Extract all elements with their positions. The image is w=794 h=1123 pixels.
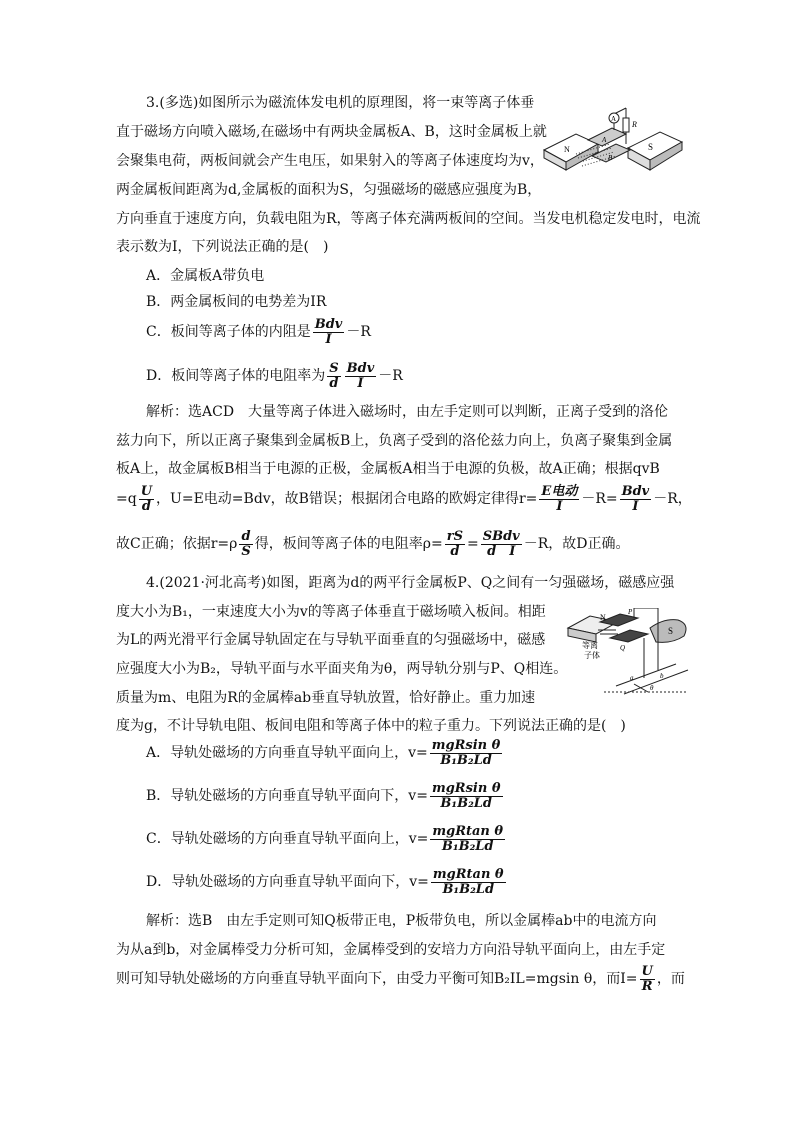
q3-fig-b-label: B xyxy=(608,154,613,162)
fraction-u-over-d xyxy=(139,485,154,514)
fraction-numerator: rS xyxy=(446,528,463,544)
analysis-text: 则可知导轨处磁场的方向垂直导轨平面向下，由受力平衡可知B₂IL=mgsin θ，而I= xyxy=(116,971,638,987)
q4-fig-s-label: S xyxy=(668,626,674,636)
fraction-denominator: B₁B₂Ld xyxy=(440,795,493,811)
fraction-numerator: mgRtan θ xyxy=(432,823,504,839)
q3-option-d-suffix: －R xyxy=(378,368,403,384)
analysis-text: =q xyxy=(116,491,137,507)
fraction-numerator: mgRsin θ xyxy=(431,737,501,753)
fraction-denominator: I xyxy=(325,331,332,347)
fraction-numerator: U xyxy=(641,963,653,979)
fraction-numerator: U xyxy=(140,483,153,499)
q3-option-a: A．金属板A带负电 xyxy=(146,268,265,284)
q3-option-d xyxy=(146,360,403,392)
fraction-denominator: d I xyxy=(487,543,516,559)
fraction-denominator: I xyxy=(357,375,364,391)
analysis-text: －R， xyxy=(653,491,692,507)
option-text: D．导轨处磁场的方向垂直导轨平面向下，v= xyxy=(146,874,429,890)
q4-fig-n-label: N xyxy=(600,613,606,622)
fraction-numerator: d xyxy=(239,530,252,545)
fraction-denominator: R xyxy=(641,978,653,994)
q3-analysis-line-3: 板A上，故金属板B相当于电源的正极，金属板A相当于电源的负极，故A正确；根据qvB xyxy=(116,461,660,477)
q3-line-5: 方向垂直于速度方向，负载电阻为R，等离子体充满两板间的空间。当发电机稳定发电时，电流 xyxy=(116,211,701,227)
fraction-numerator: mgRtan θ xyxy=(432,866,504,882)
q4-fig-plasma-label-1: 等离 xyxy=(582,641,598,650)
q4-option-d xyxy=(146,865,508,899)
fraction-numerator: Bdv xyxy=(314,316,343,332)
q3-generator-figure xyxy=(536,104,686,184)
option-fraction xyxy=(431,868,506,897)
q4-rail-figure xyxy=(564,608,694,700)
fraction-denominator: d xyxy=(329,375,339,391)
q3-option-c-fraction xyxy=(313,318,345,347)
q3-option-b: B．两金属板间的电势差为IR xyxy=(146,294,327,310)
q4-line-5: 质量为m、电阻为R的金属棒ab垂直导轨放置，恰好静止。重力加速 xyxy=(116,690,536,706)
option-fraction xyxy=(430,739,503,768)
q3-fig-a-label: A xyxy=(602,136,607,144)
q4-line-6: 度为g，不计导轨电阻、板间电阻和等离子体中的粒子重力。下列说法正确的是( ) xyxy=(116,718,626,734)
q3-analysis-line-5 xyxy=(116,527,630,561)
q4-line-4: 应强度大小为B₂，导轨平面与水平面夹角为θ，两导轨分别与P、Q相连。 xyxy=(116,661,568,677)
q4-fig-theta-label: θ xyxy=(650,684,654,692)
q3-line-3: 会聚集电荷，两板间就会产生电压，如果射入的等离子体速度均为v， xyxy=(116,153,544,169)
q3-line-2: 直于磁场方向喷入磁场,在磁场中有两块金属板A、B，这时金属板上就 xyxy=(116,124,547,140)
q3-option-c-suffix: －R xyxy=(346,324,371,340)
q4-analysis-line-2: 为从a到b，对金属棒受力分析可知，金属棒受到的安培力方向沿导轨平面向上，由左手定 xyxy=(116,942,666,958)
q4-fig-p-label: P xyxy=(628,608,633,616)
q4-option-b xyxy=(146,779,505,813)
q4-analysis-line-3 xyxy=(116,962,685,996)
analysis-text: ，而 xyxy=(656,971,685,987)
fraction-denominator: S xyxy=(241,543,251,559)
q3-analysis-line-2: 兹力向下，所以正离子聚集到金属板B上，负离子受到的洛伦兹力向上，负离子聚集到金属 xyxy=(116,433,673,449)
fraction-emf-over-i xyxy=(539,485,579,514)
fraction-d-over-s xyxy=(239,530,252,559)
fraction-numerator: S xyxy=(329,360,339,376)
q4-fig-plasma-label-2: 子体 xyxy=(584,651,600,660)
fraction-denominator: B₁B₂Ld xyxy=(442,881,495,897)
q3-option-d-text: D．板间等离子体的电阻率为 xyxy=(146,368,326,384)
fraction-bdv-over-i xyxy=(620,485,652,514)
q3-analysis-line-4 xyxy=(116,482,692,516)
fraction-numerator: mgRsin θ xyxy=(431,780,501,796)
analysis-text: = xyxy=(466,536,479,552)
q3-option-d-fraction-2 xyxy=(345,362,377,391)
fraction-u-over-r xyxy=(640,965,655,994)
q4-option-a xyxy=(146,736,504,770)
fraction-numerator: Bdv xyxy=(346,360,375,376)
q3-fig-n-label: N xyxy=(564,145,570,154)
fraction-sbdv-over-di xyxy=(481,530,522,559)
q4-fig-q-label: Q xyxy=(620,644,626,652)
q4-analysis-line-1: 解析：选B 由左手定则可知Q板带正电，P板带负电，所以金属棒ab中的电流方向 xyxy=(146,913,657,929)
q4-line-3: 为L的两光滑平行金属导轨固定在与导轨平面垂直的匀强磁场中，磁感 xyxy=(116,632,546,648)
q3-line-1: 3.(多选)如图所示为磁流体发电机的原理图，将一束等离子体垂 xyxy=(146,95,535,111)
q4-fig-b-label: b xyxy=(660,672,664,680)
fraction-denominator: B₁B₂Ld xyxy=(441,838,494,854)
option-fraction xyxy=(430,825,505,854)
fraction-numerator: Bdv xyxy=(621,483,650,499)
q3-option-d-fraction-1 xyxy=(327,362,340,391)
fraction-numerator: SBdv xyxy=(482,528,520,544)
analysis-text: 得，板间等离子体的电阻率ρ= xyxy=(254,536,443,552)
q4-option-c xyxy=(146,822,507,856)
option-text: A．导轨处磁场的方向垂直导轨平面向上，v= xyxy=(146,745,428,761)
fraction-denominator: B₁B₂Ld xyxy=(440,752,492,768)
q3-line-4: 两金属板间距离为d,金属板的面积为S，匀强磁场的磁感应强度为B， xyxy=(116,182,542,198)
q3-line-6: 表示数为I，下列说法正确的是( ) xyxy=(116,239,329,255)
fraction-denominator: I xyxy=(632,498,639,514)
fraction-denominator: d xyxy=(141,498,151,514)
option-text: C．导轨处磁场的方向垂直导轨平面向上，v= xyxy=(146,831,429,847)
fraction-denominator: I xyxy=(556,498,563,514)
q3-analysis-line-1: 解析：选ACD 大量等离子体进入磁场时，由左手定则可以判断，正离子受到的洛伦 xyxy=(146,404,669,420)
analysis-text: 故C正确；依据r=ρ xyxy=(116,536,238,552)
q4-line-1: 4.(2021·河北高考)如图，距离为d的两平行金属板P、Q之间有一匀强磁场，磁感应强 xyxy=(146,575,675,591)
fraction-denominator: d xyxy=(450,543,460,559)
option-text: B．导轨处磁场的方向垂直导轨平面向下，v= xyxy=(146,788,428,804)
q4-fig-a-label: a xyxy=(630,674,634,682)
analysis-text: －R= xyxy=(581,491,618,507)
q3-fig-s-label: S xyxy=(648,142,654,152)
analysis-text: ，U=E电动=Bdv，故B错误；根据闭合电路的欧姆定律得r= xyxy=(156,491,538,507)
q3-fig-r-label: R xyxy=(632,120,637,129)
q3-option-c xyxy=(146,316,371,348)
fraction-rs-over-d xyxy=(445,530,465,559)
q3-fig-meter-label: A xyxy=(611,115,617,123)
q3-option-c-text: C．板间等离子体的内阻是 xyxy=(146,324,311,340)
q4-line-2: 度大小为B₁，一束速度大小为v的等离子体垂直于磁场喷入板间。相距 xyxy=(116,604,546,620)
fraction-numerator: E电动 xyxy=(541,483,578,499)
option-fraction xyxy=(430,782,503,811)
analysis-text: －R，故D正确。 xyxy=(523,536,630,552)
